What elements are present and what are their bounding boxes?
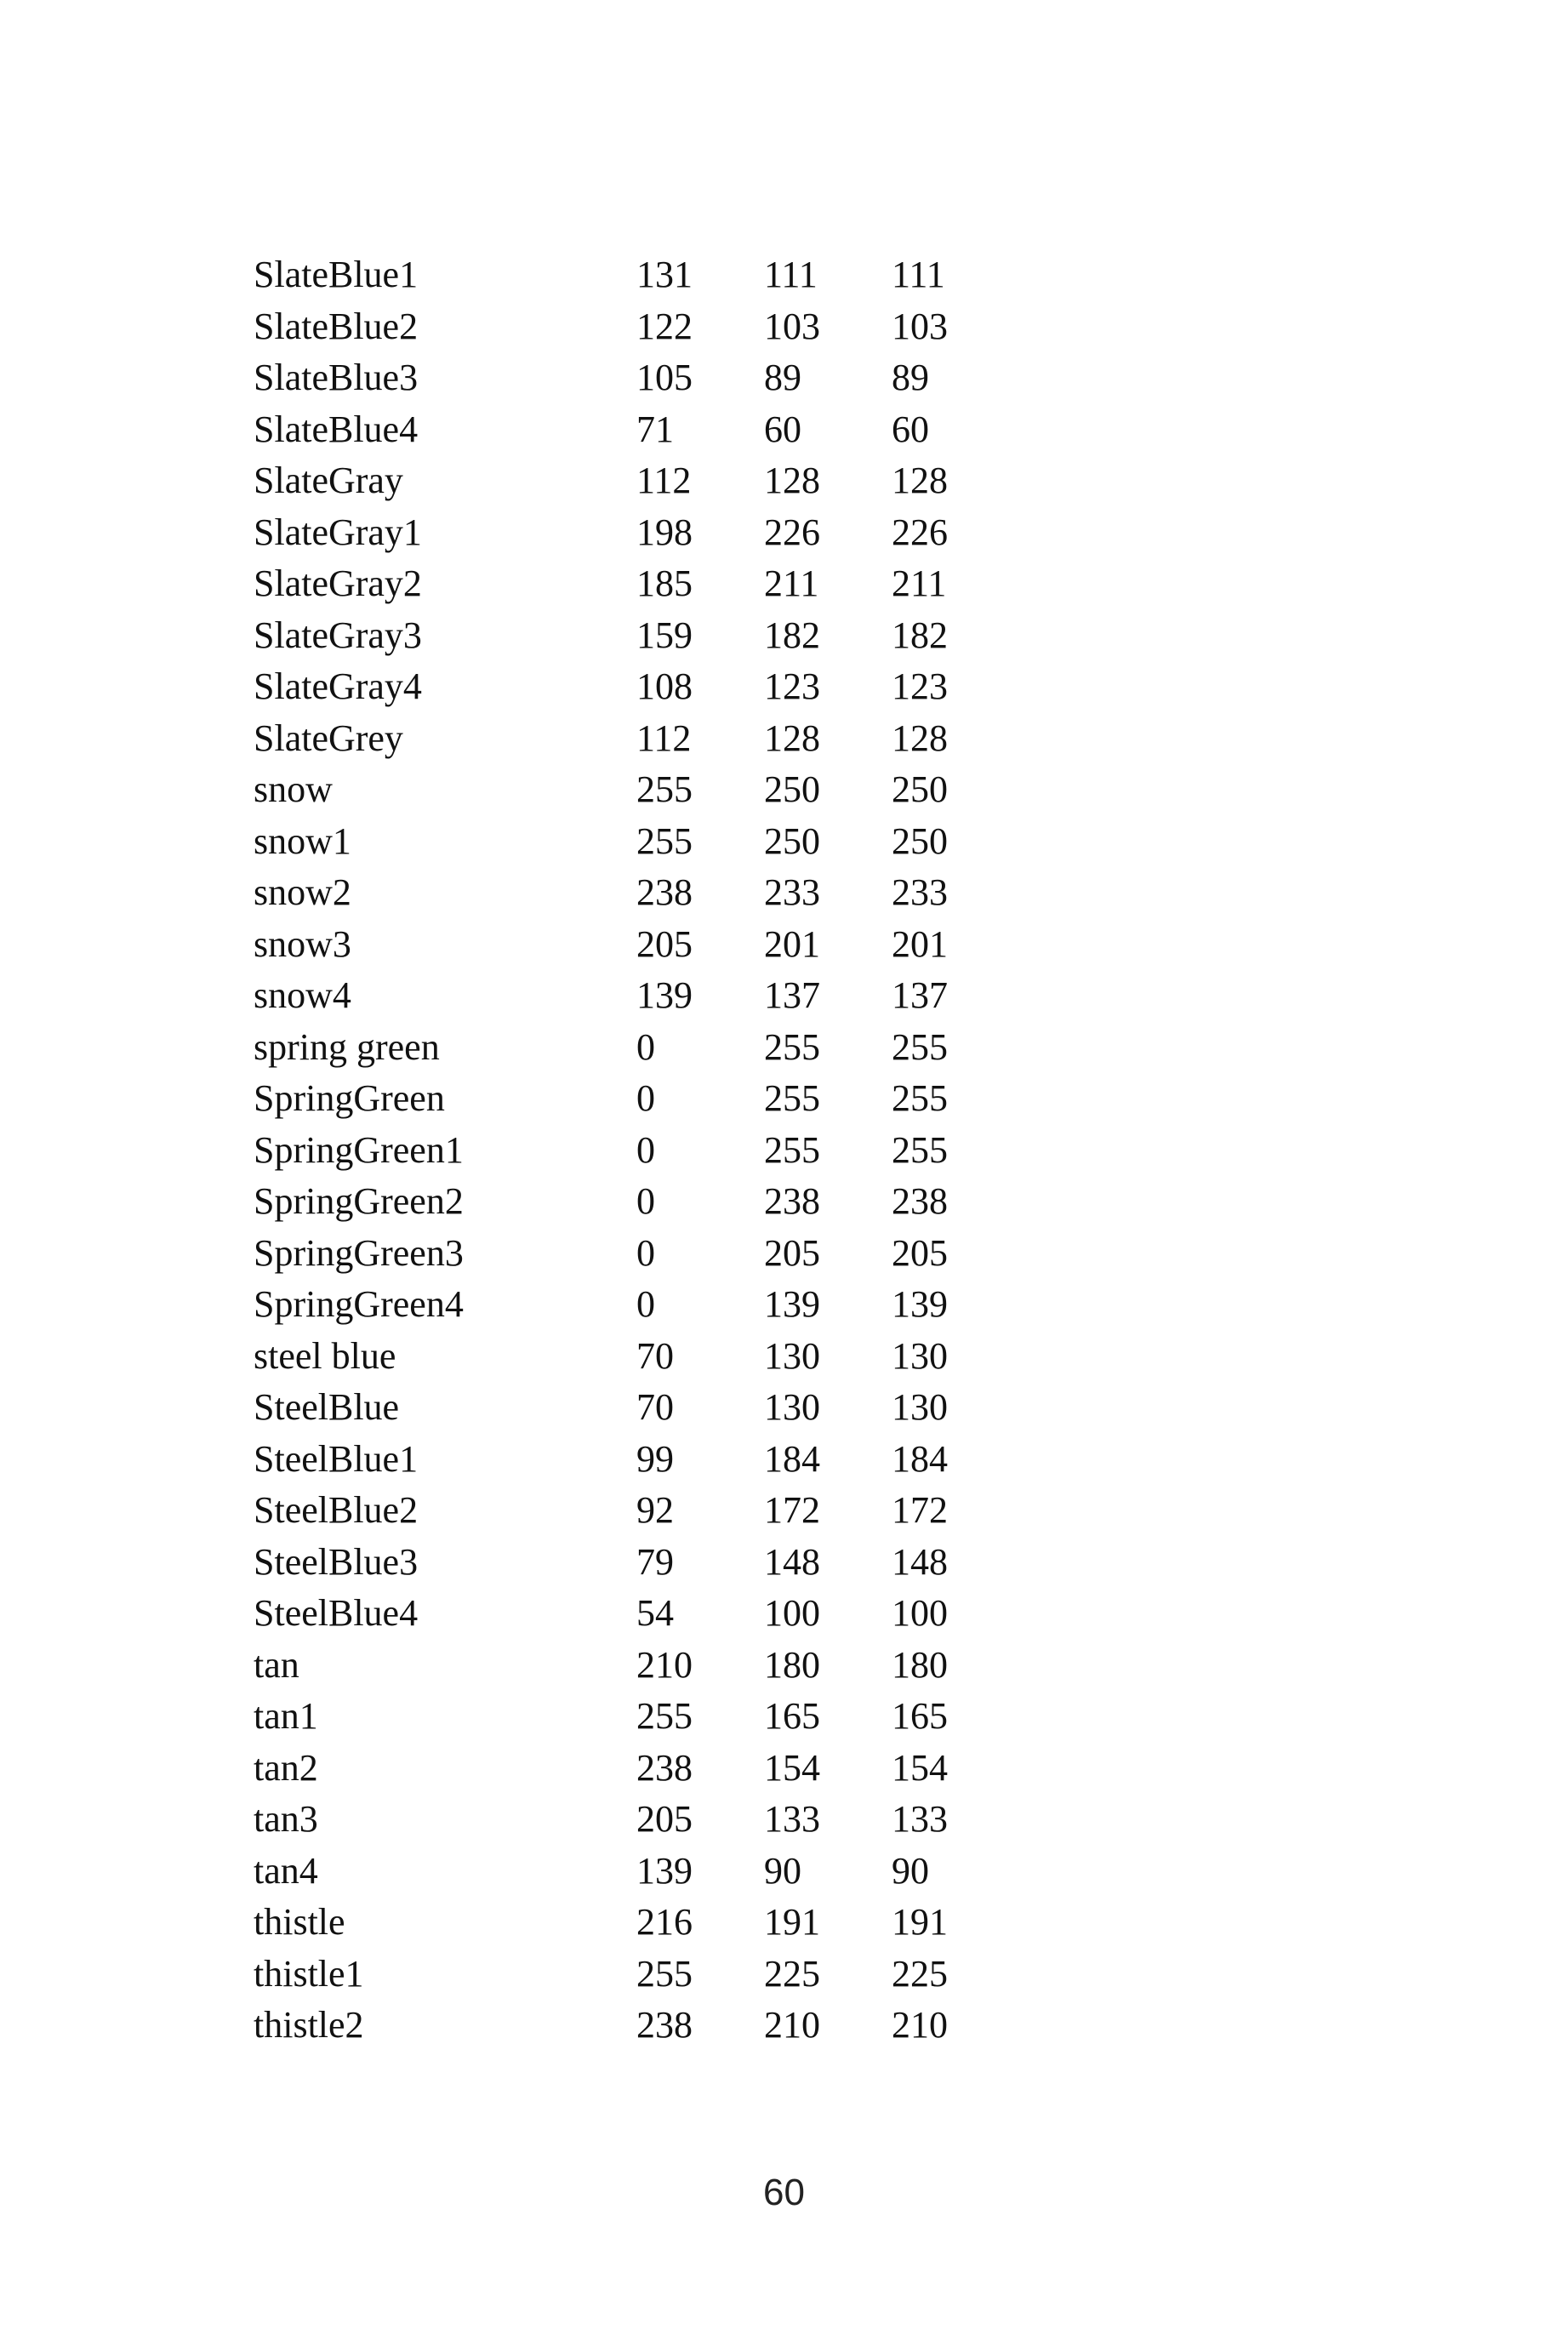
blue-value-cell: 250 xyxy=(892,768,948,810)
blue-value-cell: 238 xyxy=(892,1180,948,1222)
color-name-cell: SteelBlue1 xyxy=(254,1437,419,1480)
table-row xyxy=(254,1537,1019,1589)
color-name-cell: SlateBlue1 xyxy=(254,254,419,295)
table-row xyxy=(254,1588,1019,1640)
table-row xyxy=(254,1640,1019,1692)
table-row xyxy=(254,1691,1019,1743)
color-name-cell: SteelBlue3 xyxy=(254,1540,419,1583)
color-name-cell: steel blue xyxy=(254,1334,396,1377)
red-value-cell: 205 xyxy=(636,1798,693,1840)
blue-value-cell: 100 xyxy=(892,1592,948,1634)
green-value-cell: 250 xyxy=(764,768,820,810)
red-value-cell: 70 xyxy=(636,1334,674,1377)
green-value-cell: 191 xyxy=(764,1901,820,1943)
green-value-cell: 255 xyxy=(764,1128,820,1171)
table-row xyxy=(254,970,1019,1022)
color-name-cell: thistle2 xyxy=(254,2004,364,2046)
table-row xyxy=(254,1279,1019,1331)
red-value-cell: 92 xyxy=(636,1489,674,1531)
red-value-cell: 238 xyxy=(636,1746,693,1789)
color-name-cell: SpringGreen4 xyxy=(254,1283,464,1325)
color-name-cell: SlateBlue2 xyxy=(254,305,419,347)
green-value-cell: 182 xyxy=(764,614,820,656)
green-value-cell: 130 xyxy=(764,1334,820,1377)
green-value-cell: 133 xyxy=(764,1798,820,1840)
table-row xyxy=(254,352,1019,404)
green-value-cell: 60 xyxy=(764,408,801,450)
green-value-cell: 172 xyxy=(764,1489,820,1531)
table-row xyxy=(254,661,1019,713)
blue-value-cell: 250 xyxy=(892,819,948,862)
red-value-cell: 108 xyxy=(636,665,693,707)
table-row xyxy=(254,1228,1019,1280)
color-name-cell: snow2 xyxy=(254,871,351,913)
red-value-cell: 131 xyxy=(636,254,693,295)
red-value-cell: 210 xyxy=(636,1643,693,1686)
blue-value-cell: 130 xyxy=(892,1334,948,1377)
color-name-cell: snow4 xyxy=(254,974,351,1016)
table-row xyxy=(254,1022,1019,1074)
red-value-cell: 54 xyxy=(636,1592,674,1634)
color-name-cell: thistle xyxy=(254,1901,345,1943)
blue-value-cell: 226 xyxy=(892,511,948,553)
blue-value-cell: 139 xyxy=(892,1283,948,1325)
color-name-cell: SlateBlue3 xyxy=(254,357,419,398)
red-value-cell: 0 xyxy=(636,1025,655,1068)
blue-value-cell: 211 xyxy=(892,562,947,604)
red-value-cell: 255 xyxy=(636,819,693,862)
blue-value-cell: 89 xyxy=(892,357,929,398)
green-value-cell: 103 xyxy=(764,305,820,347)
green-value-cell: 225 xyxy=(764,1952,820,1995)
red-value-cell: 205 xyxy=(636,922,693,965)
red-value-cell: 105 xyxy=(636,357,693,398)
color-name-cell: SlateBlue4 xyxy=(254,408,419,450)
table-row xyxy=(254,713,1019,765)
table-row xyxy=(254,558,1019,610)
color-name-cell: tan3 xyxy=(254,1798,318,1840)
green-value-cell: 211 xyxy=(764,562,819,604)
green-value-cell: 250 xyxy=(764,819,820,862)
blue-value-cell: 154 xyxy=(892,1746,948,1789)
table-row xyxy=(254,1434,1019,1486)
green-value-cell: 148 xyxy=(764,1540,820,1583)
table-row xyxy=(254,867,1019,919)
table-row xyxy=(254,1382,1019,1434)
green-value-cell: 180 xyxy=(764,1643,820,1686)
color-name-cell: SpringGreen2 xyxy=(254,1180,464,1222)
color-name-cell: tan1 xyxy=(254,1695,318,1737)
table-row xyxy=(254,1846,1019,1898)
red-value-cell: 255 xyxy=(636,1952,693,1995)
blue-value-cell: 103 xyxy=(892,305,948,347)
green-value-cell: 210 xyxy=(764,2004,820,2046)
table-row xyxy=(254,816,1019,868)
red-value-cell: 112 xyxy=(636,460,692,501)
color-name-cell: thistle1 xyxy=(254,1952,364,1995)
red-value-cell: 139 xyxy=(636,974,693,1016)
red-value-cell: 238 xyxy=(636,2004,693,2046)
table-row xyxy=(254,1897,1019,1949)
blue-value-cell: 184 xyxy=(892,1437,948,1480)
table-row xyxy=(254,1331,1019,1383)
table-row xyxy=(254,1949,1019,2001)
color-name-cell: SpringGreen xyxy=(254,1077,445,1119)
color-name-cell: SteelBlue xyxy=(254,1386,400,1428)
blue-value-cell: 180 xyxy=(892,1643,948,1686)
color-name-cell: snow1 xyxy=(254,819,351,862)
color-name-cell: SpringGreen3 xyxy=(254,1231,464,1274)
green-value-cell: 233 xyxy=(764,871,820,913)
table-row xyxy=(254,610,1019,662)
green-value-cell: 130 xyxy=(764,1386,820,1428)
table-row xyxy=(254,455,1019,507)
blue-value-cell: 128 xyxy=(892,460,948,501)
green-value-cell: 123 xyxy=(764,665,820,707)
green-value-cell: 100 xyxy=(764,1592,820,1634)
green-value-cell: 154 xyxy=(764,1746,820,1789)
page-number: 60 xyxy=(763,2172,805,2213)
color-name-cell: tan xyxy=(254,1643,299,1686)
red-value-cell: 0 xyxy=(636,1180,655,1222)
green-value-cell: 137 xyxy=(764,974,820,1016)
color-name-cell: SpringGreen1 xyxy=(254,1128,464,1171)
blue-value-cell: 165 xyxy=(892,1695,948,1737)
color-name-cell: SteelBlue2 xyxy=(254,1489,419,1531)
color-name-cell: SlateGrey xyxy=(254,716,403,759)
green-value-cell: 255 xyxy=(764,1025,820,1068)
table-row xyxy=(254,301,1019,353)
green-value-cell: 255 xyxy=(764,1077,820,1119)
red-value-cell: 112 xyxy=(636,716,692,759)
color-name-cell: SlateGray2 xyxy=(254,562,422,604)
color-name-cell: SlateGray1 xyxy=(254,511,422,553)
green-value-cell: 238 xyxy=(764,1180,820,1222)
color-name-cell: tan2 xyxy=(254,1746,318,1789)
blue-value-cell: 225 xyxy=(892,1952,948,1995)
green-value-cell: 226 xyxy=(764,511,820,553)
table-row xyxy=(254,1743,1019,1795)
green-value-cell: 128 xyxy=(764,716,820,759)
color-name-cell: SteelBlue4 xyxy=(254,1592,419,1634)
color-name-cell: snow3 xyxy=(254,922,351,965)
red-value-cell: 185 xyxy=(636,562,693,604)
red-value-cell: 255 xyxy=(636,768,693,810)
red-value-cell: 198 xyxy=(636,511,693,553)
blue-value-cell: 133 xyxy=(892,1798,948,1840)
blue-value-cell: 90 xyxy=(892,1849,929,1892)
color-name-cell: snow xyxy=(254,768,333,810)
blue-value-cell: 123 xyxy=(892,665,948,707)
red-value-cell: 0 xyxy=(636,1283,655,1325)
red-value-cell: 238 xyxy=(636,871,693,913)
table-row xyxy=(254,404,1019,456)
blue-value-cell: 191 xyxy=(892,1901,948,1943)
blue-value-cell: 111 xyxy=(892,254,945,295)
blue-value-cell: 205 xyxy=(892,1231,948,1274)
blue-value-cell: 255 xyxy=(892,1128,948,1171)
green-value-cell: 90 xyxy=(764,1849,801,1892)
blue-value-cell: 148 xyxy=(892,1540,948,1583)
red-value-cell: 0 xyxy=(636,1231,655,1274)
green-value-cell: 184 xyxy=(764,1437,820,1480)
red-value-cell: 139 xyxy=(636,1849,693,1892)
color-name-cell: SlateGray3 xyxy=(254,614,422,656)
color-name-cell: SlateGray4 xyxy=(254,665,422,707)
table-row xyxy=(254,249,1019,301)
table-row xyxy=(254,1125,1019,1177)
color-name-cell: tan4 xyxy=(254,1849,318,1892)
blue-value-cell: 137 xyxy=(892,974,948,1016)
red-value-cell: 99 xyxy=(636,1437,674,1480)
blue-value-cell: 233 xyxy=(892,871,948,913)
table-row xyxy=(254,1794,1019,1846)
blue-value-cell: 201 xyxy=(892,922,948,965)
table-row xyxy=(254,764,1019,816)
table-row xyxy=(254,1176,1019,1228)
table-row xyxy=(254,919,1019,971)
red-value-cell: 216 xyxy=(636,1901,693,1943)
blue-value-cell: 128 xyxy=(892,716,948,759)
red-value-cell: 0 xyxy=(636,1128,655,1171)
table-row xyxy=(254,1485,1019,1537)
green-value-cell: 165 xyxy=(764,1695,820,1737)
green-value-cell: 205 xyxy=(764,1231,820,1274)
blue-value-cell: 130 xyxy=(892,1386,948,1428)
blue-value-cell: 255 xyxy=(892,1025,948,1068)
table-row xyxy=(254,1073,1019,1125)
blue-value-cell: 60 xyxy=(892,408,929,450)
red-value-cell: 255 xyxy=(636,1695,693,1737)
red-value-cell: 0 xyxy=(636,1077,655,1119)
color-name-cell: spring green xyxy=(254,1025,440,1068)
red-value-cell: 70 xyxy=(636,1386,674,1428)
blue-value-cell: 172 xyxy=(892,1489,948,1531)
color-table xyxy=(254,249,1019,2052)
green-value-cell: 128 xyxy=(764,460,820,501)
red-value-cell: 159 xyxy=(636,614,693,656)
blue-value-cell: 210 xyxy=(892,2004,948,2046)
table-row xyxy=(254,507,1019,559)
green-value-cell: 201 xyxy=(764,922,820,965)
green-value-cell: 89 xyxy=(764,357,801,398)
blue-value-cell: 182 xyxy=(892,614,948,656)
green-value-cell: 111 xyxy=(764,254,818,295)
blue-value-cell: 255 xyxy=(892,1077,948,1119)
green-value-cell: 139 xyxy=(764,1283,820,1325)
color-name-cell: SlateGray xyxy=(254,460,403,501)
red-value-cell: 79 xyxy=(636,1540,674,1583)
red-value-cell: 71 xyxy=(636,408,674,450)
table-row xyxy=(254,2000,1019,2052)
red-value-cell: 122 xyxy=(636,305,693,347)
